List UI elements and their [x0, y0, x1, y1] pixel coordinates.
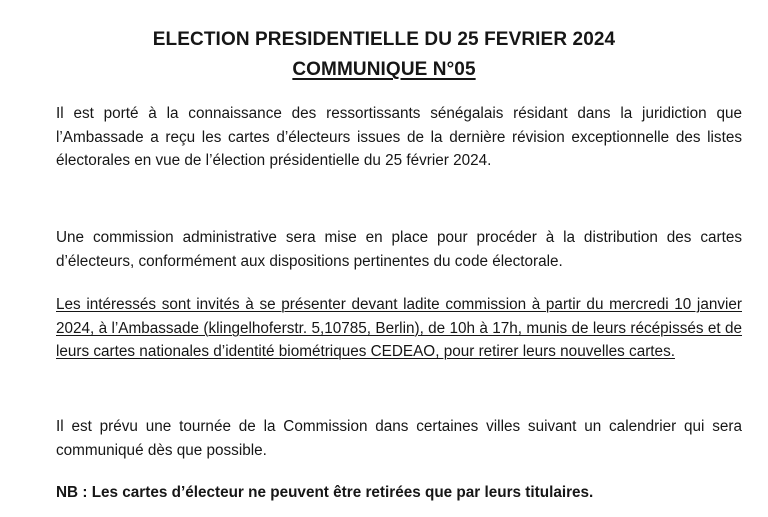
- document-title: ELECTION PRESIDENTIELLE DU 25 FEVRIER 2024: [152, 29, 616, 50]
- nb-note: NB : Les cartes d’électeur ne peuvent être retirées que par leurs titulaires.: [56, 484, 594, 501]
- communique-number: COMMUNIQUE N°05: [292, 59, 476, 80]
- paragraph-reception-cartes: Il est porté à la connaissance des ressortissants sénégalais résidant dans la juridiction que l’Ambassade a reçu les cartes d’électeurs issues de la dernière révision exceptionnelle des listes électorales en vue de l’élection présidentielle du 25 février 2024.: [56, 105, 742, 169]
- paragraph-commission: Une commission administrative sera mise en place pour procéder à la distribution des cartes d’électeurs, conformément aux dispositions pertinentes du code électorale.: [56, 229, 742, 270]
- paragraph-invitation: Les intéressés sont invités à se présenter devant ladite commission à partir du mercredi 10 janvier 2024, à l’Ambassade (klingelhoferstr. 5,10785, Berlin), de 10h à 17h, munis de leurs récépissés et de leurs cartes nationales d’identité biométriques CEDEAO, pour retirer leurs nouvelles cartes.: [56, 296, 742, 360]
- paragraph-tournee: Il est prévu une tournée de la Commission dans certaines villes suivant un calendrier qui sera communiqué dès que possible.: [56, 418, 742, 459]
